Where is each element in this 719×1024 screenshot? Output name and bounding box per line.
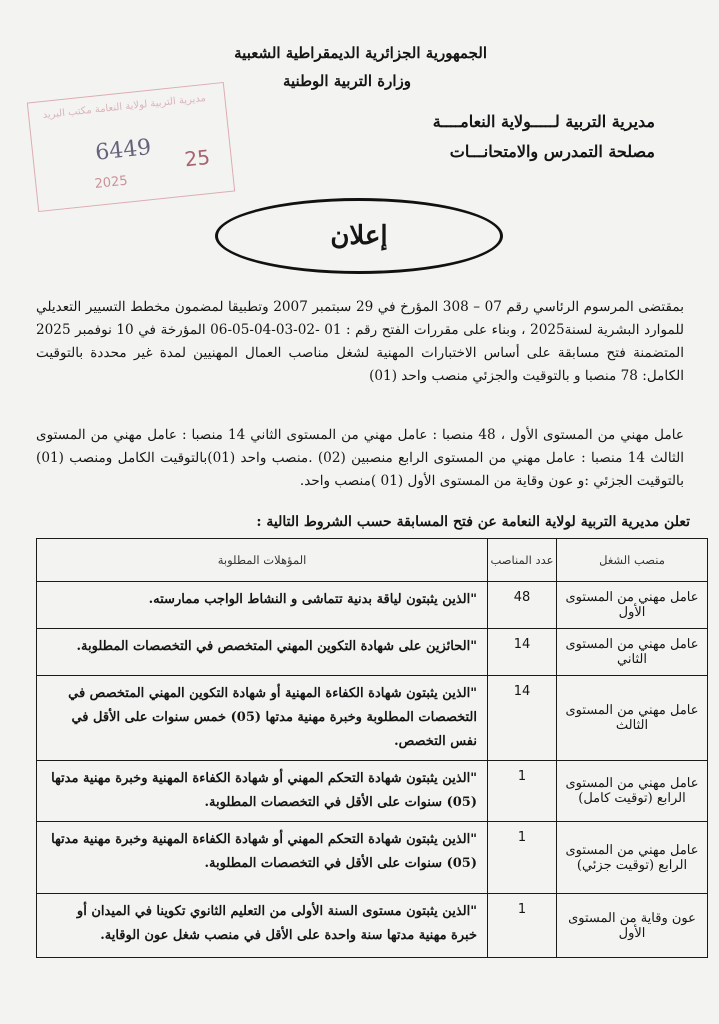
directorate-heading: مديرية التربية لـــــولاية النعامــــة (432, 112, 655, 131)
table-row (37, 761, 708, 822)
header-count: عدد المناصب (488, 539, 557, 582)
row-position: عامل مهني من المستوى الثالث (557, 676, 708, 761)
row-qualifications: "الذين يثبتون شهادة التحكم المهني أو شهادة الكفاءة المهنية وخبرة مهنية مدتها (05) سنوات على الأقل في التخصصات المطلوبة. (37, 822, 488, 894)
row-count: 48 (488, 582, 557, 629)
table-row (37, 894, 708, 958)
row-count: 14 (488, 629, 557, 676)
row-qualifications: "الذين يثبتون لياقة بدنية تتماشى و النشاط الواجب ممارسته. (37, 582, 488, 629)
service-heading: مصلحة التمدرس والامتحانـــات (449, 142, 655, 161)
row-position: عامل مهني من المستوى الرابع (توقيت جزئي) (557, 822, 708, 894)
table-row (37, 822, 708, 894)
stamp-number: 6449 (94, 134, 153, 166)
row-count: 1 (488, 822, 557, 894)
stamp-date: 2025 (93, 173, 129, 192)
registration-stamp (27, 82, 235, 212)
row-qualifications: "الذين يثبتون شهادة التحكم المهني أو شهادة الكفاءة المهنية وخبرة مهنية مدتها (05) سنوات على الأقل في التخصصات المطلوبة. (37, 761, 488, 822)
table-row (37, 629, 708, 676)
table-row (37, 582, 708, 629)
table-header-row (37, 539, 708, 582)
row-qualifications: "الحائزين على شهادة التكوين المهني المتخصص في التخصصات المطلوبة. (37, 629, 488, 676)
row-count: 1 (488, 761, 557, 822)
row-qualifications: "الذين يثبتون شهادة الكفاءة المهنية أو شهادة التكوين المهني المتخصص في التخصصات المطلوبة وخبرة مهنية مدتها (05) خمس سنوات على الأقل في نفس التخصص. (37, 676, 488, 761)
table-row (37, 676, 708, 761)
announcement-title: إعلان (330, 221, 388, 251)
row-qualifications: "الذين يثبتون مستوى السنة الأولى من التعليم الثانوي تكوينا في الميدان أو خبرة مهنية مدتها سنة واحدة على الأقل في منصب شغل عون الوقاية. (37, 894, 488, 958)
row-position: عون وقاية من المستوى الأول (557, 894, 708, 958)
positions-paragraph: عامل مهني من المستوى الأول ، 48 منصبا : عامل مهني من المستوى الثاني 14 منصبا : عامل مهني من المستوى الثالث 14 منصبا : عامل مهني من المستوى الرابع منصبين (02) .منصب واحد (01)بالتوقيت الكامل ومنصب (01) بالتوقيت الجزئي :و عون وقاية من المستوى الأول (01 )منصب واحد. (36, 427, 685, 489)
ministry-heading: وزارة التربية الوطنية (282, 72, 411, 90)
stamp-day: 25 (183, 144, 212, 172)
header-position: منصب الشغل (557, 539, 708, 582)
row-count: 14 (488, 676, 557, 761)
intro-paragraph: بمقتضى المرسوم الرئاسي رقم 07 – 308 المؤرخ في 29 سبتمبر 2007 وتطبيقا لمضمون مخطط التسيير التعديلي للموارد البشرية لسنة2025 ، وبناء على مقررات الفتح رقم : 01 -02-03-04-05-06 المؤرخة في 10 نوفمبر 2025 المتضمنة فتح مسابقة على أساس الاختبارات المهنية لشغل مناصب العمال المهنيين لمدة غير محددة بالتوقيت الكامل: 78 منصبا و بالتوقيت والجزئي منصب واحد (01) (36, 299, 684, 384)
conditions-subheading: تعلن مديرية التربية لولاية النعامة عن فتح المسابقة حسب الشروط التالية : (256, 514, 690, 530)
header-qualifications: المؤهلات المطلوبة (37, 539, 488, 582)
row-position: عامل مهني من المستوى الرابع (توقيت كامل) (557, 761, 708, 822)
republic-heading: الجمهورية الجزائرية الديمقراطية الشعبية (234, 44, 487, 62)
stamp-header: مديرية التربية لولاية النعامة مكتب البريد (42, 92, 207, 122)
announcement-title-frame (215, 198, 503, 274)
requirements-table (36, 538, 708, 958)
row-count: 1 (488, 894, 557, 958)
row-position: عامل مهني من المستوى الثاني (557, 629, 708, 676)
row-position: عامل مهني من المستوى الأول (557, 582, 708, 629)
